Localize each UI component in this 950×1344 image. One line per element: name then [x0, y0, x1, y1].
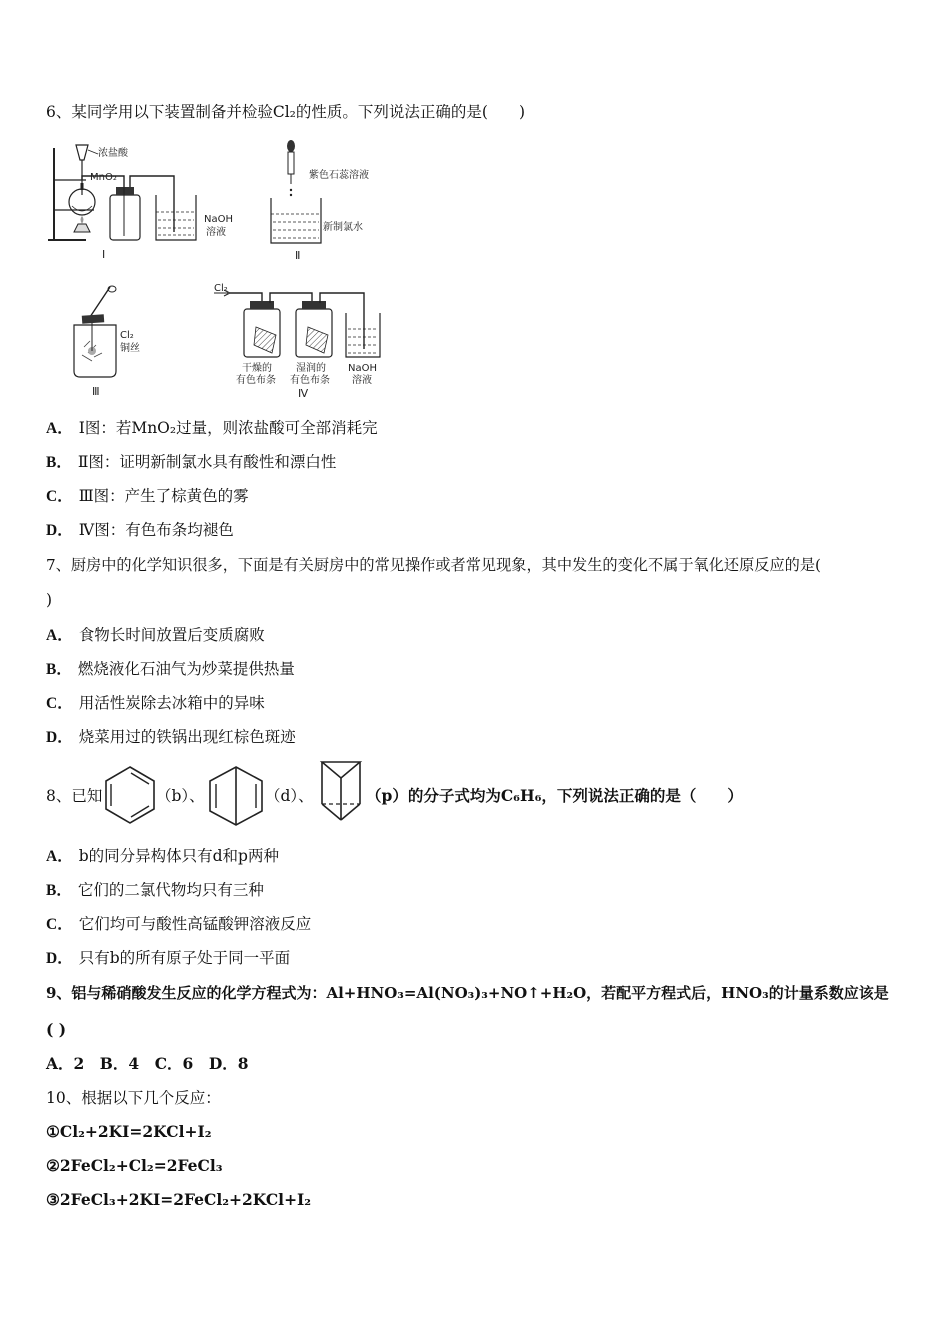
q10-stem: 10、根据以下几个反应： [46, 1089, 221, 1107]
q9-stem-line1: 9、铝与稀硝酸发生反应的化学方程式为：Al+HNO₃=Al(NO₃)₃+NO↑+H₂O，若配平方程式后，HNO₃的计量系数应该是 [46, 984, 889, 1002]
prismane-structure-p [318, 758, 364, 824]
label-naoh-IV-2: 溶液 [352, 375, 372, 386]
q8-option-b: B． 它们的二氯代物均只有三种 [46, 881, 264, 899]
label-figure-I: Ⅰ [102, 249, 106, 261]
dewar-benzene-structure-d [208, 765, 264, 827]
q7-option-c: C． 用活性炭除去冰箱中的异味 [46, 694, 265, 712]
figure-apparatus-II [265, 138, 385, 263]
q8-option-d: D． 只有b的所有原子处于同一平面 [46, 949, 291, 967]
figure-apparatus-IV [214, 283, 394, 401]
label-naoh-2: 溶液 [206, 227, 226, 238]
q6-option-b: B． Ⅱ图：证明新制氯水具有酸性和漂白性 [46, 453, 337, 471]
label-cl2-IV: Cl₂ [214, 283, 228, 294]
q6-option-c: C． Ⅲ图：产生了棕黄色的雾 [46, 487, 249, 505]
q6-option-d: D． Ⅳ图：有色布条均褪色 [46, 521, 234, 539]
label-dry-2: 有色布条 [236, 375, 276, 386]
q10-reaction-1: ①Cl₂+2KI=2KCl+I₂ [46, 1122, 212, 1141]
label-cl2-III: Cl₂ [120, 330, 134, 341]
q6-stem: 6、某同学用以下装置制备并检验Cl₂的性质。下列说法正确的是( ) [46, 103, 525, 121]
q7-stem-line2: ) [46, 591, 53, 609]
q8-prefix: 8、已知 [46, 787, 103, 805]
q8-option-c: C． 它们均可与酸性高锰酸钾溶液反应 [46, 915, 312, 933]
label-figure-III: Ⅲ [92, 386, 100, 398]
label-figure-II: Ⅱ [295, 250, 301, 262]
label-naoh-IV-1: NaOH [348, 363, 377, 374]
label-wet-1: 湿润的 [296, 363, 326, 374]
q6-option-a: A． Ⅰ图：若MnO₂过量，则浓盐酸可全部消耗完 [46, 419, 378, 437]
label-dry-1: 干燥的 [242, 363, 272, 374]
label-litmus: 紫色石蕊溶液 [309, 170, 369, 181]
q9-stem-line2: ( ) [46, 1020, 67, 1039]
q10-reaction-2: ②2FeCl₂+Cl₂=2FeCl₃ [46, 1156, 223, 1175]
q7-option-a: A． 食物长时间放置后变质腐败 [46, 626, 265, 644]
q8-b-label: （b）、 [156, 787, 205, 805]
label-chlorine-water: 新制氯水 [323, 222, 363, 233]
q8-d-label: （d）、 [265, 787, 314, 805]
label-naoh-1: NaOH [204, 214, 233, 225]
label-mno2: MnO₂ [90, 172, 117, 183]
q10-reaction-3: ③2FeCl₃+2KI=2FeCl₂+2KCl+I₂ [46, 1190, 312, 1209]
q8-p-label: （p）的分子式均为C₆H₆，下列说法正确的是（ ） [366, 786, 743, 805]
label-copper-wire: 铜丝 [120, 343, 140, 354]
label-wet-2: 有色布条 [290, 375, 330, 386]
q8-option-a: A． b的同分异构体只有d和p两种 [46, 847, 279, 865]
q7-option-b: B． 燃烧液化石油气为炒菜提供热量 [46, 660, 295, 678]
figure-apparatus-III [64, 283, 164, 401]
q7-option-d: D． 烧菜用过的铁锅出现红棕色斑迹 [46, 728, 296, 746]
label-figure-IV: Ⅳ [298, 388, 309, 400]
q7-stem-line1: 7、厨房中的化学知识很多，下面是有关厨房中的常见操作或者常见现象，其中发生的变化不属于氧化还原反应的是( [46, 556, 821, 574]
label-conc-hcl: 浓盐酸 [98, 148, 128, 159]
figure-apparatus-I [46, 140, 246, 265]
benzene-structure-b [104, 765, 156, 825]
q9-options: A．2 B．4 C．6 D．8 [46, 1054, 249, 1073]
